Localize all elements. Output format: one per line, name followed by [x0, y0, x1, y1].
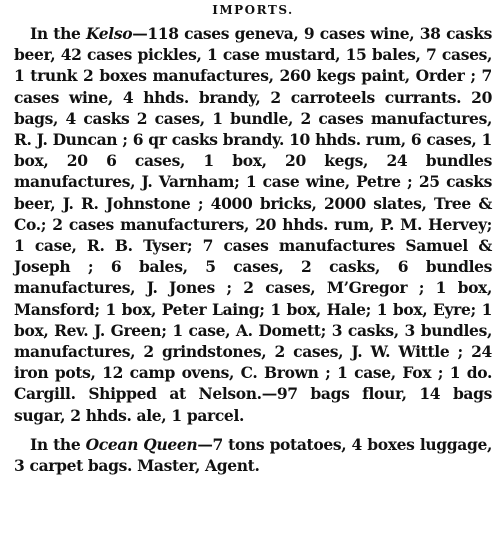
- ship-name-ocean-queen: Ocean Queen: [85, 434, 198, 454]
- entry-prefix: In the: [30, 434, 86, 454]
- import-entry-ocean-queen: [14, 434, 492, 476]
- entry-text: —7 tons potatoes, 4 boxes luggage, 3 carpet bags. Master, Agent.: [14, 434, 492, 476]
- entry-prefix: In the: [30, 24, 86, 43]
- section-heading: IMPORTS.: [212, 3, 294, 17]
- import-entry-kelso: [14, 23, 492, 426]
- ship-name-kelso: Kelso: [85, 24, 133, 43]
- entry-text: —118 cases geneva, 9 cases wine, 38 casks beer, 42 cases pickles, 1 case mustard, 15 bales, 7 cases, 1 trunk 2 boxes manufactures, 260 kegs paint, Order ; 7 cases wine, 4 hhds. brandy, 2 carroteels currants. 20 bags, 4 casks 2 cases, 1 bundle, 2 cases manufactures, R. J. Duncan ; 6 qr casks brandy. 10 hhds. rum, 6 cases, 1 box, 20 6 cases, 1 box, 20 kegs, 24 bundles manufactures, J. Varnham; 1 case wine, Petre ; 25 casks beer, J. R. Johnstone ; 4000 bricks, 2000 slates, Tree & Co.; 2 cases manufacturers, 20 hhds. rum, P. M. Hervey; 1 case, R. B. Tyser; 7 cases manufactures Samuel & Joseph ; 6 bales, 5 cases, 2 casks, 6 bundles manufactures, J. Jones ; 2 cases, M’Gregor ; 1 box, Mansford; 1 box, Peter Laing; 1 box, Hale; 1 box, Eyre; 1 box, Rev. J. Green; 1 case, A. Domett; 3 casks, 3 bundles, manufactures, 2 grindstones, 2 cases, J. W. Wittle ; 24 iron pots, 12 camp ovens, C. Brown ; 1 case, Fox ; 1 do. Cargill. Shipped at Nelson.—97 bags flour, 14 bags sugar, 2 hhds. ale, 1 parcel.: [14, 24, 492, 425]
